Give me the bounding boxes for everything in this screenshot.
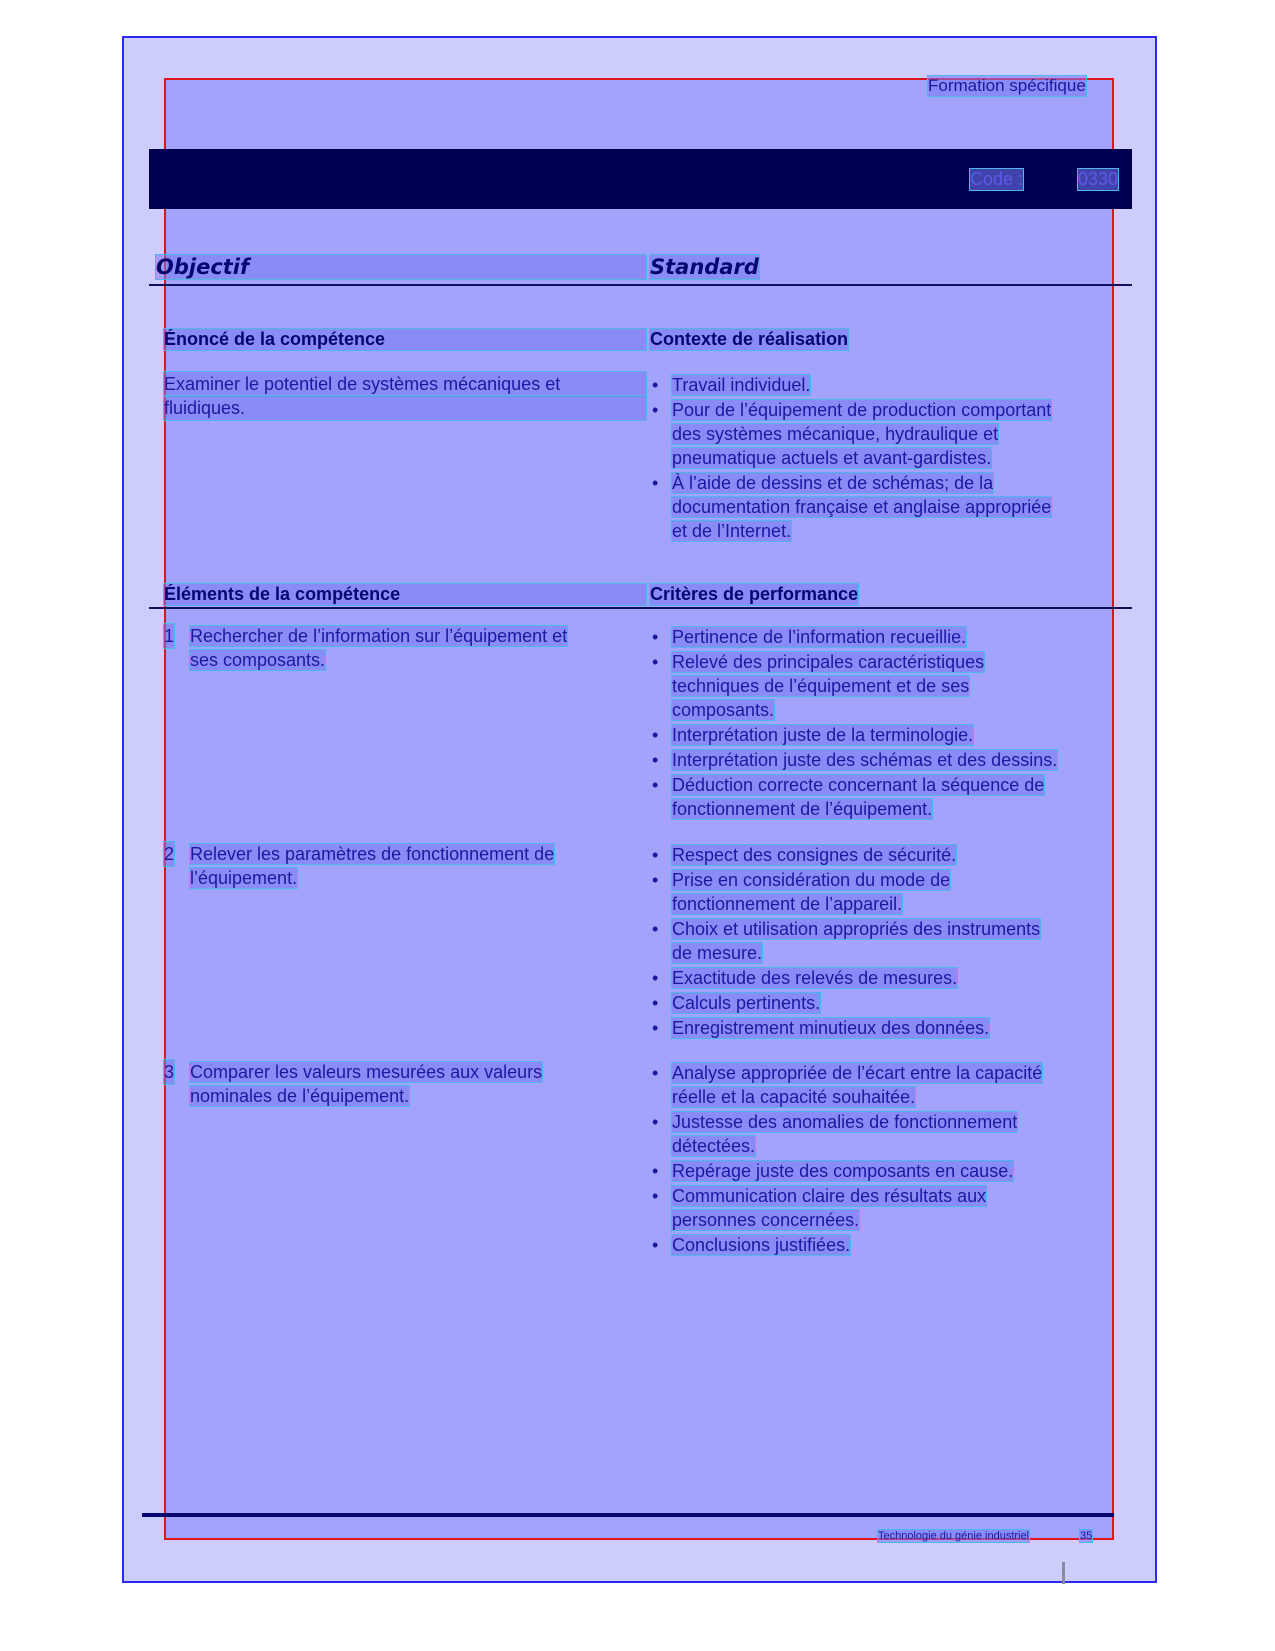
- page-mark: [1062, 1562, 1065, 1584]
- bullet-item: [650, 625, 1110, 649]
- bullet-text: pneumatique actuels et avant-gardistes.: [672, 448, 992, 468]
- statement-line: Examiner le potentiel de systèmes mécaniques et: [164, 372, 646, 396]
- criteria-list: [650, 625, 1110, 822]
- bullet-text: Enregistrement minutieux des données.: [672, 1018, 990, 1038]
- code-value: 0330: [1078, 169, 1119, 189]
- bullet-item: [650, 843, 1110, 867]
- bullet-item: [650, 1184, 1110, 1232]
- bullet-icon: •: [652, 400, 659, 420]
- bullet-text: Communication claire des résultats aux: [672, 1186, 987, 1206]
- criteria-list: [650, 1061, 1110, 1258]
- bullet-item: [650, 966, 1110, 990]
- bullet-icon: •: [652, 652, 659, 672]
- code-label: Code :: [970, 169, 1024, 189]
- element-line: ses composants.: [190, 650, 326, 670]
- bullet-item: [650, 991, 1110, 1015]
- criteria-header: Critères de performance: [650, 584, 859, 604]
- statement-line: fluidiques.: [164, 396, 646, 420]
- bullet-text: Prise en considération du mode de: [672, 870, 951, 890]
- bullet-item: [650, 373, 1110, 397]
- element-line: nominales de l’équipement.: [190, 1086, 410, 1106]
- elements-header: Éléments de la compétence: [164, 584, 646, 605]
- bullet-icon: •: [652, 1063, 659, 1083]
- bullet-item: [650, 471, 1110, 543]
- bullet-item: [650, 868, 1110, 916]
- bullet-item: [650, 650, 1110, 722]
- bullet-text: Analyse appropriée de l’écart entre la capacité: [672, 1063, 1043, 1083]
- bullet-item: [650, 1061, 1110, 1109]
- bullet-icon: •: [652, 627, 659, 647]
- bullet-text: de mesure.: [672, 943, 763, 963]
- bullet-text: Justesse des anomalies de fonctionnement: [672, 1112, 1018, 1132]
- bullet-item: [650, 917, 1110, 965]
- bullet-text: et de l’Internet.: [672, 521, 792, 541]
- bullet-icon: •: [652, 1235, 659, 1255]
- bullet-icon: •: [652, 1112, 659, 1132]
- bullet-icon: •: [652, 1161, 659, 1181]
- element-line: Rechercher de l’information sur l’équipement et: [190, 626, 568, 646]
- element-text: [190, 624, 630, 672]
- element-text: [190, 1060, 630, 1108]
- bullet-text: Repérage juste des composants en cause.: [672, 1161, 1014, 1181]
- bullet-icon: •: [652, 845, 659, 865]
- footer-text: Technologie du génie industriel: [878, 1530, 1030, 1542]
- bullet-text: Interprétation juste de la terminologie.: [672, 725, 974, 745]
- bullet-icon: •: [652, 1186, 659, 1206]
- context-header: Contexte de réalisation: [650, 329, 849, 349]
- bullet-icon: •: [652, 968, 659, 988]
- bullet-text: réelle et la capacité souhaitée.: [672, 1087, 916, 1107]
- bullet-text: détectées.: [672, 1136, 756, 1156]
- footer-rule: [142, 1513, 1114, 1517]
- bullet-text: Pertinence de l’information recueillie.: [672, 627, 967, 647]
- bullet-text: Pour de l’équipement de production comportant: [672, 400, 1052, 420]
- bullet-icon: •: [652, 870, 659, 890]
- header-label: Formation spécifique: [928, 76, 1086, 95]
- bullet-icon: •: [652, 775, 659, 795]
- element-number: 3: [164, 1062, 175, 1082]
- bullet-icon: •: [652, 750, 659, 770]
- objective-heading: Objectif: [156, 255, 646, 279]
- criteria-list: [650, 843, 1110, 1041]
- element-number: 2: [164, 844, 175, 864]
- bullet-item: [650, 723, 1110, 747]
- element-line: Comparer les valeurs mesurées aux valeurs: [190, 1062, 543, 1082]
- bullet-icon: •: [652, 1018, 659, 1038]
- bullet-text: Choix et utilisation appropriés des instruments: [672, 919, 1041, 939]
- bullet-text: Interprétation juste des schémas et des dessins.: [672, 750, 1058, 770]
- bullet-text: des systèmes mécanique, hydraulique et: [672, 424, 999, 444]
- bullet-text: Conclusions justifiées.: [672, 1235, 851, 1255]
- bullet-text: composants.: [672, 700, 775, 720]
- bullet-text: Exactitude des relevés de mesures.: [672, 968, 958, 988]
- bullet-icon: •: [652, 725, 659, 745]
- bullet-text: personnes concernées.: [672, 1210, 860, 1230]
- page-number: 35: [1080, 1530, 1093, 1542]
- bullet-text: techniques de l’équipement et de ses: [672, 676, 970, 696]
- bullet-icon: •: [652, 375, 659, 395]
- bullet-icon: •: [652, 919, 659, 939]
- bullet-item: [650, 1233, 1110, 1257]
- bullet-text: Travail individuel.: [672, 375, 811, 395]
- element-text: [190, 842, 630, 890]
- standard-heading: Standard: [650, 255, 759, 279]
- bullet-icon: •: [652, 473, 659, 493]
- heading-divider: [149, 284, 1132, 286]
- bullet-item: [650, 1016, 1110, 1040]
- bullet-text: documentation française et anglaise appropriée: [672, 497, 1052, 517]
- bullet-item: [650, 773, 1110, 821]
- statement-header: Énoncé de la compétence: [164, 329, 646, 350]
- bullet-item: [650, 1110, 1110, 1158]
- elements-divider: [149, 607, 1132, 609]
- bullet-text: fonctionnement de l’appareil.: [672, 894, 903, 914]
- bullet-text: À l’aide de dessins et de schémas; de la: [672, 473, 994, 493]
- bullet-item: [650, 748, 1110, 772]
- element-line: Relever les paramètres de fonctionnement de: [190, 844, 555, 864]
- element-number: 1: [164, 626, 175, 646]
- bullet-item: [650, 1159, 1110, 1183]
- context-list: [650, 373, 1110, 544]
- bullet-text: Relevé des principales caractéristiques: [672, 652, 985, 672]
- bullet-item: [650, 398, 1110, 470]
- bullet-icon: •: [652, 993, 659, 1013]
- element-line: l’équipement.: [190, 868, 298, 888]
- bullet-text: Respect des consignes de sécurité.: [672, 845, 957, 865]
- bullet-text: fonctionnement de l’équipement.: [672, 799, 933, 819]
- bullet-text: Déduction correcte concernant la séquence de: [672, 775, 1045, 795]
- bullet-text: Calculs pertinents.: [672, 993, 821, 1013]
